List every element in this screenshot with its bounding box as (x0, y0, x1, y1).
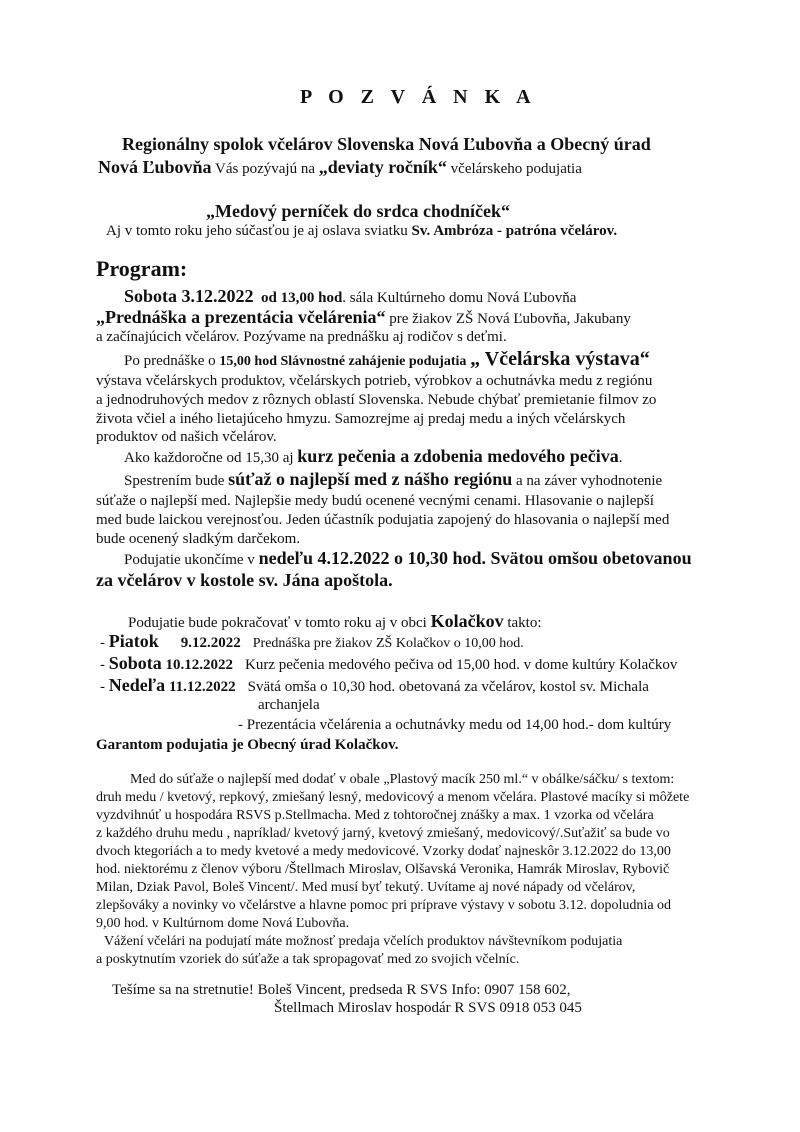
med-line-10: Vážení včelári na podujatí máte možnosť predaja včelích produktov návštevníkom podujatia (104, 934, 623, 949)
schedule-row-prezentacia: - Prezentácia včelárenia a ochutnávky medu od 14,00 hod.- dom kultúry (238, 717, 672, 733)
med-line-4: z každého druhu medu , napríklad/ kvetový jarný, kvetový zmiešaný, medovicový/.Suťažiť sa bude vo (96, 826, 670, 841)
schedule-day: Nedeľa (108, 675, 166, 695)
sutaz-line-3: med bude laickou verejnosťou. Jeden účastník podujatia zapojený do hlasovania o najlepší med (96, 512, 670, 528)
vystava-line-3: a jednodruhových medov z rôznych oblastí Slovenska. Nebude chýbať premietanie filmov zo (96, 392, 657, 408)
med-line-5: dvoch ktegoriách a to medy kvetové a medy medovicové. Vzorky dodať najneskôr 3.12.2022 do 13,00 (96, 844, 671, 859)
garant-line: Garantom podujatia je Obecný úrad Kolačkov. (96, 737, 399, 753)
page-title: P O Z V Á N K A (300, 86, 537, 108)
ukoncenie-text: Podujatie ukončíme v (124, 552, 259, 568)
kurz-text: Ako každoročne od 15,30 aj (124, 450, 298, 466)
schedule-event: Svätá omša o 10,30 hod. obetovaná za včelárov, kostol sv. Michala (247, 679, 649, 695)
schedule-row-nedela-cont: archanjela (258, 697, 320, 713)
dash: - (100, 679, 109, 695)
med-line-11: a poskytnutím vzoriek do súťaže a tak spropagovať med zo svojich včelníc. (96, 952, 520, 967)
sobota-venue: . sála Kultúrneho domu Nová Ľubovňa (342, 290, 577, 306)
vystava-text: Po prednáške o (124, 353, 220, 369)
intro-line-1: Regionálny spolok včelárov Slovenska Nová Ľubovňa a Obecný úrad (122, 134, 651, 154)
prednaska-line (96, 308, 631, 328)
kurz-title: kurz pečenia a zdobenia medového pečiva (297, 446, 619, 466)
sutaz-line-4: bude ocenený sladkým darčekom. (96, 531, 301, 547)
intro-text-end: včelárskeho podujatia (446, 161, 582, 177)
sutaz-text: Spestrením bude (124, 473, 229, 489)
dash: - (100, 635, 109, 651)
ukoncenie-line (124, 549, 692, 569)
med-line-7: Milan, Dziak Pavol, Boleš Vincent/. Med musí byť tekutý. Uvítame aj nové nápady od včelárov, (96, 880, 636, 895)
med-line-9: 9,00 hod. v Kultúrnom dome Nová Ľubovňa. (96, 916, 350, 931)
oslava-text: Aj v tomto roku jeho súčasťou je aj oslava sviatku (106, 223, 412, 239)
ukoncenie-line-2: za včelárov v kostole sv. Jána apoštola. (96, 570, 393, 590)
ukoncenie-date: nedeľu 4.12.2022 o 10,30 hod. Svätou omšou obetovanou (258, 548, 692, 568)
vystava-line-2: výstava včelárskych produktov, včelárskych potrieb, výrobkov a ochutnávka medu z regiónu (96, 373, 653, 389)
sobota-date: Sobota 3.12.2022 (124, 286, 254, 306)
vystava-title: „ Včelárska výstava“ (470, 348, 650, 370)
intro-line-2 (98, 158, 582, 178)
intro-town: Nová Ľubovňa (98, 157, 212, 177)
sutaz-text-end: a na záver vyhodnotenie (512, 473, 663, 489)
intro-edition: „deviaty ročník“ (318, 157, 447, 177)
kolackov-line (128, 612, 542, 632)
vystava-line (124, 350, 650, 371)
sutaz-title: súťaž o najlepší med z nášho regiónu (228, 469, 513, 489)
dash: - (100, 657, 109, 673)
med-line-6: hod. niektorému z členov výboru /Štellmach Miroslav, Olšavská Veronika, Hamrák Miroslav, Rybovič (96, 862, 670, 877)
oslava-saint: Sv. Ambróza - patróna včelárov. (411, 223, 618, 239)
footer-line-1: Tešíme sa na stretnutie! Boleš Vincent, predseda R SVS Info: 0907 158 602, (112, 982, 571, 998)
sutaz-line (124, 470, 662, 490)
program-heading: Program: (96, 256, 188, 281)
schedule-row-nedela (100, 676, 649, 696)
kolackov-text: Podujatie bude pokračovať v tomto roku aj v obci (128, 615, 431, 631)
vystava-line-5: produktov od našich včelárov. (96, 429, 277, 445)
schedule-row-sobota (100, 654, 677, 674)
schedule-event: Kurz pečenia medového pečiva od 15,00 hod. v dome kultúry Kolačkov (245, 657, 678, 673)
med-line-3: vyzdvihnúť u hospodára RSVS p.Stellmacha. Med z tohtoročnej znášky a max. 1 vzorka od včelára (96, 808, 654, 823)
prednaska-title: „Prednáška a prezentácia včelárenia“ (96, 307, 386, 327)
oslava-line (106, 222, 617, 240)
schedule-event: Prednáška pre žiakov ZŠ Kolačkov o 10,00 hod. (252, 636, 524, 651)
motto: „Medový perníček do srdca chodníček“ (206, 201, 510, 221)
schedule-day: Sobota (108, 653, 162, 673)
vystava-line-4: života včiel a iného lietajúceho hmyzu. Samozrejme aj predaj medu a iných včelárskych (96, 411, 626, 427)
kolackov-village: Kolačkov (430, 611, 504, 631)
sobota-line (124, 287, 576, 307)
kurz-end: . (618, 450, 623, 466)
kurz-line (124, 447, 623, 467)
schedule-date: 10.12.2022 (161, 657, 234, 673)
sobota-time: od 13,00 hod (261, 290, 343, 306)
med-line-1: Med do súťaže o najlepší med dodať v obale „Plastový macík 250 ml.“ v obálke/sáčku/ s textom: (130, 772, 675, 787)
vystava-opening: 15,00 hod Slávnostné zahájenie podujatia (219, 354, 467, 369)
prednaska-text: pre žiakov ZŠ Nová Ľubovňa, Jakubany (385, 311, 631, 327)
kolackov-text-end: takto: (503, 615, 542, 631)
schedule-date: 11.12.2022 (165, 679, 236, 695)
footer-line-2: Štellmach Miroslav hospodár R SVS 0918 053 045 (274, 1000, 582, 1016)
schedule-date: 9.12.2022 (180, 635, 241, 651)
med-line-2: druh medu / kvetový, repkový, zmiešaný lesný, medovicový a menom včelára. Plastové macíky si môžete (96, 790, 690, 805)
med-line-8: zlepšováky a novinky vo včelárstve a hlavne pomoc pri príprave výstavy v sobotu 3.12. dopoludnia od (96, 898, 672, 913)
prednaska-line-2: a začínajúcich včelárov. Pozývame na prednášku aj rodičov s deťmi. (96, 329, 507, 345)
sutaz-line-2: súťaže o najlepší med. Najlepšie medy budú ocenené vecnými cenami. Hlasovanie o najlepší (96, 493, 654, 509)
intro-text: Vás pozývajú na (211, 161, 319, 177)
schedule-day: Piatok (108, 631, 159, 651)
schedule-row-piatok (100, 632, 524, 653)
